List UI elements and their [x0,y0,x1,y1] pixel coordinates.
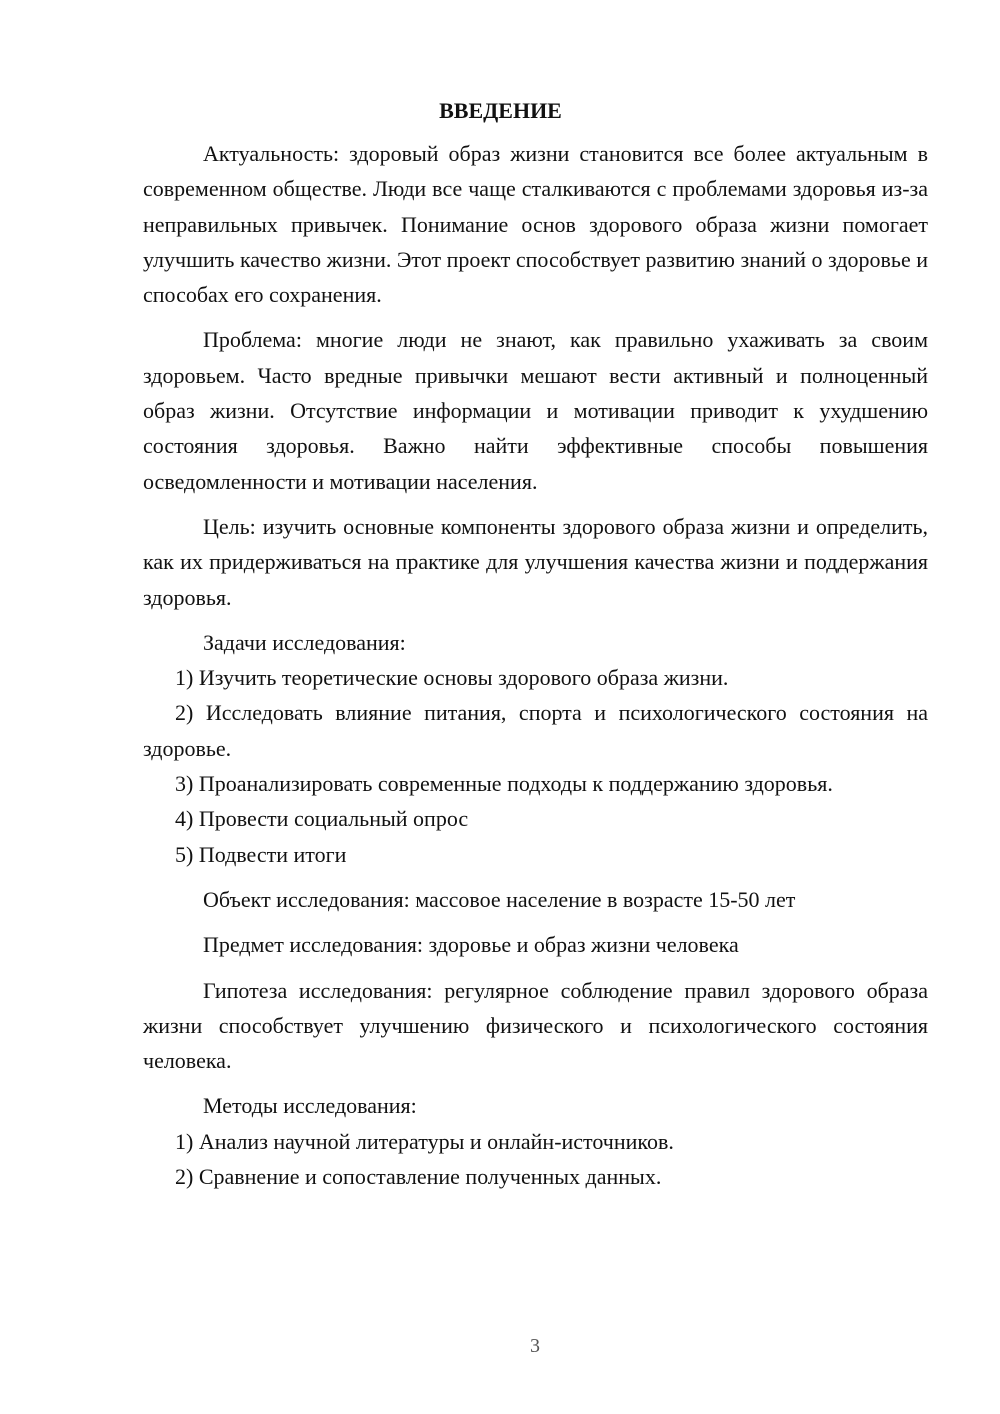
task-item: 5) Подвести итоги [175,841,347,867]
object-paragraph: Объект исследования: массовое население в возрасте 15-50 лет [203,886,796,912]
section-title: ВВЕДЕНИЕ [439,98,562,123]
hypothesis-paragraph: Гипотеза исследования: регулярное соблюдение правил здорового образа жизни способствует улучшению физического и психологического состояния человека. [143,977,928,1074]
task-item: 3) Проанализировать современные подходы к поддержанию здоровья. [175,771,833,797]
task-item: 1) Изучить теоретические основы здорового образа жизни. [175,665,729,691]
task-item: 4) Провести социальный опрос [175,806,469,832]
method-item: 1) Анализ научной литературы и онлайн-источников. [175,1128,674,1154]
relevance-paragraph: Актуальность: здоровый образ жизни становится все более актуальным в современном обществе. Люди все чаще сталкиваются с проблемами здоровья из-за неправильных привычек. Понимание основ здорового образа жизни помогает улучшить качество жизни. Этот проект способствует развитию знаний о здоровье и способах его сохранения. [143,141,928,308]
page-number: 3 [530,1335,540,1357]
method-item: 2) Сравнение и сопоставление полученных данных. [175,1164,662,1190]
tasks-heading: Задачи исследования: [203,629,406,655]
methods-heading: Методы исследования: [203,1093,417,1119]
subject-paragraph: Предмет исследования: здоровье и образ жизни человека [203,932,739,958]
page-content [143,96,928,1194]
task-item: 2) Исследовать влияние питания, спорта и психологического состояния на здоровье. [143,700,928,761]
problem-paragraph: Проблема: многие люди не знают, как правильно ухаживать за своим здоровьем. Часто вредные привычки мешают вести активный и полноценный образ жизни. Отсутствие информации и мотивации приводит к ухудшению состояния здоровья. Важно найти эффективные способы повышения осведомленности и мотивации населения. [143,327,928,494]
goal-paragraph: Цель: изучить основные компоненты здорового образа жизни и определить, как их придерживаться на практике для улучшения качества жизни и поддержания здоровья. [143,513,928,610]
